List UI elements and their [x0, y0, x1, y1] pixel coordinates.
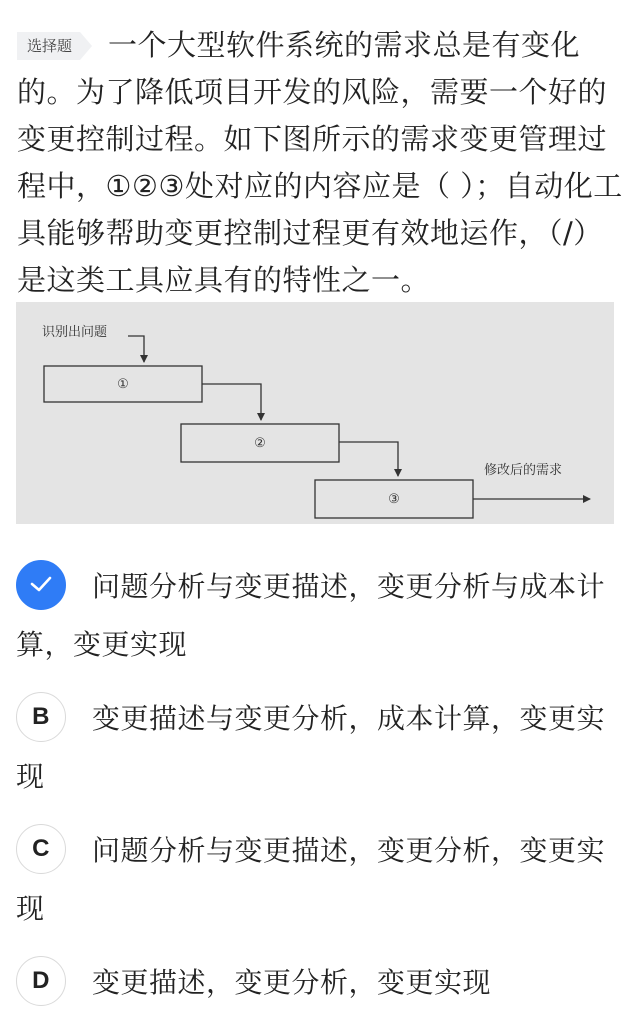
option-a[interactable]	[16, 558, 622, 674]
diagram-input-label: 识别出问题	[42, 325, 108, 340]
option-a-text: 问题分析与变更描述，变更分析与成本计算，变更实现	[16, 570, 606, 661]
diagram-output-label: 修改后的需求	[484, 463, 563, 478]
diagram-arrow-1-2	[202, 384, 261, 420]
option-d[interactable]	[16, 954, 622, 1012]
process-diagram	[16, 302, 614, 524]
option-b-text: 变更描述与变更分析，成本计算，变更实现	[16, 702, 606, 793]
diagram-step-2-label: ②	[254, 436, 266, 451]
option-b[interactable]	[16, 690, 622, 806]
option-c-badge[interactable]: C	[16, 824, 66, 874]
diagram-arrow-2-3	[339, 442, 398, 476]
option-b-badge[interactable]: B	[16, 692, 66, 742]
option-c-text: 问题分析与变更描述，变更分析，变更实现	[16, 834, 606, 925]
question-stem	[17, 22, 625, 304]
diagram-step-3-label: ③	[388, 492, 400, 507]
option-d-badge[interactable]: D	[16, 956, 66, 1006]
check-icon	[29, 574, 53, 594]
option-c[interactable]	[16, 822, 622, 938]
diagram-input-arrow	[128, 336, 144, 362]
process-diagram-svg	[16, 302, 614, 524]
diagram-step-1-label: ①	[117, 377, 129, 392]
question-text: 一个大型软件系统的需求总是有变化的。为了降低项目开发的风险，需要一个好的变更控制过程。如下图所示的需求变更管理过程中，①②③处对应的内容应是（ ）；自动化工具能够帮助变更控制过程更有效地运作，（/）是这类工具应具有的特性之一。	[17, 28, 623, 297]
option-a-badge[interactable]	[16, 560, 66, 610]
question-type-tag: 选择题	[17, 32, 80, 60]
option-d-text: 变更描述，变更分析，变更实现	[92, 966, 492, 999]
